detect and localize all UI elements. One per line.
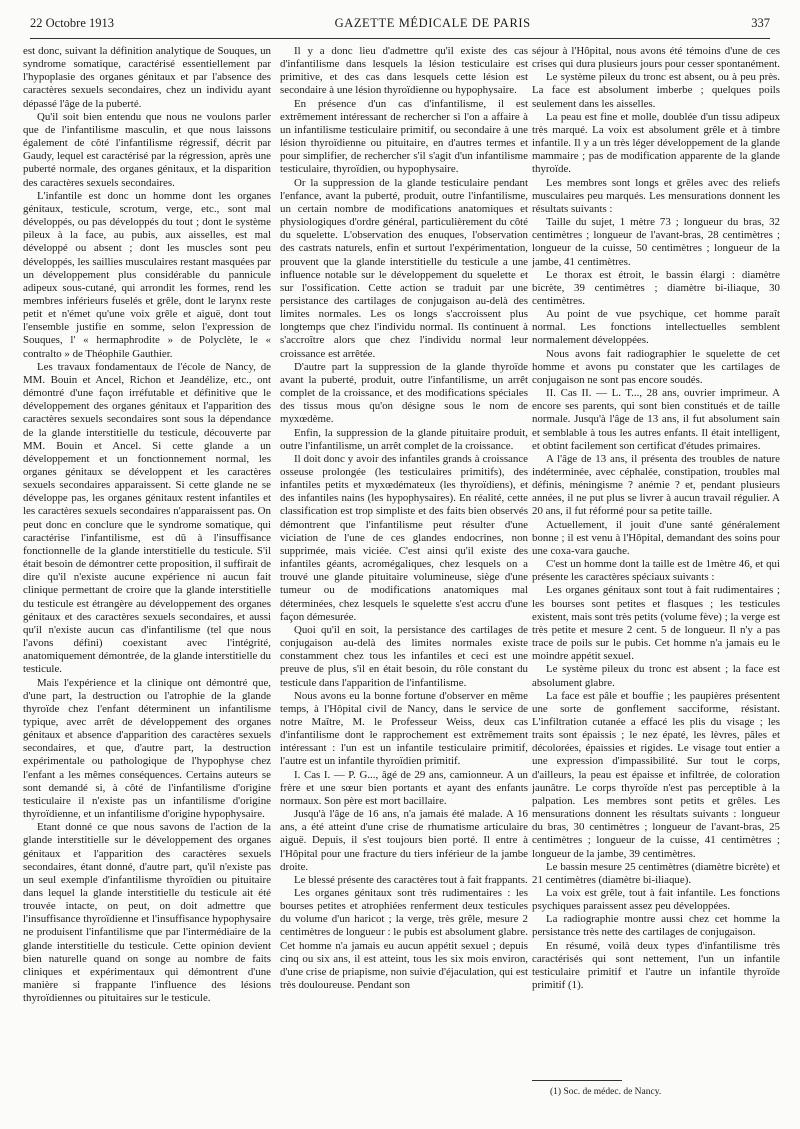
paragraph: Jusqu'à l'âge de 16 ans, n'a jamais été malade. A 16 ans, a été atteint d'une crise de rhumatisme articulaire aiguë. Depuis, il s'est toujours bien porté. Il entre à l'Hôpital pour une fracture du tiers inférieur de la jambe droite.: [280, 808, 528, 873]
paragraph: Les organes génitaux sont tout à fait rudimentaires ; les bourses sont petites et flasques ; les testicules existent, mais sont très petits (volume fève) ; la verge est très petite et mesure 2 cent. 5 de longueur. Il n'y a pas trace de poils sur le pubis. Cet homme n'a jamais eu le moindre appétit sexuel.: [532, 584, 780, 663]
paragraph: La voix est grêle, tout à fait infantile. Les fonctions psychiques paraissent assez peu développées.: [532, 887, 780, 913]
paragraph: Il doit donc y avoir des infantiles grands à croissance osseuse prolongée (les testiculaires primitifs), des infantiles petits et myxœdémateux (les thyroïdiens), et des infantiles nains (les hypophysaires). En réalité, cette classification est trop simpliste et des faits bien observés démontrent que l'infantilisme peut résulter d'une viciation de l'une de ces glandes endocrines, non supprimée, mais viciée. C'est ainsi qu'il existe des infantiles géants, acromégaliques, chez lesquels on a trouvé une glande pituitaire volumineuse, siège d'une tumeur ou de modifications anatomiques mal déterminées, chez lesquels le squelette s'est accru d'une façon démesurée.: [280, 452, 528, 623]
text-column-1: [23, 45, 271, 1125]
paragraph: L'infantile est donc un homme dont les organes génitaux, testicule, scrotum, verge, etc., sont mal développés, ou pas développés du tout ; dont le système pileux à la face, au pubis, aux aisselles, est mal développé ou absent ; dont les muscles sont peu développés, les saillies musculaires restant masquées par un développement plus considérable du pannicule adipeux sous-cutané, qui arrondit les formes, rend les membres inférieurs fuselés et grêle, dont le larynx reste petit et n'émet qu'une voix grêle et aiguë, dont tout l'ensemble justifie en somme, selon l'expression de Souques, l' « hermaphrodite » de Polyclète, le « contralto » de Théophile Gauthier.: [23, 189, 271, 360]
paragraph: Les organes génitaux sont très rudimentaires : les bourses petites et atrophiées renferment deux testicules du volume d'un haricot ; la verge, très grêle, mesure 2 centimètres de longueur : le pubis est absolument glabre. Cet homme n'a jamais eu aucun appétit sexuel ; depuis cinq ou six ans, il est atteint, tous les six mois environ, d'une crise de priapisme, non suivie d'éjaculation, qui est très douloureuse. Pendant son: [280, 887, 528, 992]
paragraph: Etant donné ce que nous savons de l'action de la glande interstitielle sur le développement des organes génitaux et l'apparition des caractères sexuels secondaires, étant donné, d'autre part, qu'il n'existe pas un seul exemple d'infantilisme thyroïdien ou pituitaire dans lequel la glande interstitielle du testicule ait été trouvée intacte, on peut, on doit admettre que l'insuffisance thyroïdienne et l'insuffisance hypophysaire ne produisent l'infantilisme que par l'intermédiaire de la glande interstitielle du testicule. Cette opinion devient bien naturelle quand on songe au nombre de faits cliniques et expérimentaux qui démontrent d'une manière si frappante l'influence des lésions thyroïdiennes ou pituitaires sur le testicule.: [23, 821, 271, 1005]
paragraph: séjour à l'Hôpital, nous avons été témoins d'une de ces crises qui dura plusieurs jours pour cesser spontanément.: [532, 45, 780, 71]
paragraph: Le thorax est étroit, le bassin élargi : diamètre bicrète, 39 centimètres ; diamètre bi-iliaque, 30 centimètres.: [532, 268, 780, 307]
header-rule: [30, 38, 770, 39]
page-number: 337: [751, 16, 770, 30]
paragraph: La peau est fine et molle, doublée d'un tissu adipeux très marqué. La voix est absolument grêle et à timbre infantile. Il y a un très léger développement de la glande mammaire ; pas de modification apparente de la glande thyroïde.: [532, 110, 780, 176]
journal-title: GAZETTE MÉDICALE DE PARIS: [334, 16, 531, 30]
paragraph: Il y a donc lieu d'admettre qu'il existe des cas d'infantilisme dans lesquels la lésion testiculaire est primitive, et des cas dans lesquels cette lésion est secondaire à une lésion thyroïdienne ou hypophysaire.: [280, 45, 528, 97]
paragraph: La face est pâle et bouffie ; les paupières présentent une sorte de gonflement sacciforme, résistant. L'infiltration cutanée a effacé les plis du visage ; les traits sont épaissis ; le nez épaté, les lèvres, pâles et décolorées, épaissies et rigides. Le visage tout entier a une expression d'impassibilité. Sur tout le corps, d'ailleurs, la peau est épaisse et infiltrée, de coloration jaunâtre. Le corps thyroïde n'est pas perceptible à la palpation. Les membres sont petits et grêles. Les mensurations donnent les résultats suivants : longueur du bras, 30 centimètres ; longueur de l'avant-bras, 25 centimètres ; longueur de la cuisse, 41 centimètres ; longueur de la jambe, 39 centimètres.: [532, 689, 780, 860]
paragraph: Les membres sont longs et grêles avec des reliefs musculaires peu marqués. Les mensurations donnent les résultats suivants :: [532, 176, 780, 215]
paragraph: En résumé, voilà deux types d'infantilisme très caractérisés qui sont nettement, l'un un infantile testiculaire primitif et l'autre un infantile thyroïde primitif (1).: [532, 939, 780, 992]
paragraph: En présence d'un cas d'infantilisme, il est extrêmement intéressant de rechercher si l'on a affaire à un infantilisme testiculaire primitif, ou secondaire à une lésion thyroïdienne ou pituitaire, en d'autres termes et pour simplifier, de rechercher s'il s'agit d'un infantilisme testiculaire, thyroïdien, ou hypophysaire.: [280, 97, 528, 176]
paragraph: Le système pileux du tronc est absent, ou à peu près. La face est absolument imberbe ; quelques poils seulement dans les aisselles.: [532, 71, 780, 110]
paragraph: La radiographie montre aussi chez cet homme la persistance très nette des cartilages de conjugaison.: [532, 913, 780, 939]
page-header: [30, 16, 770, 34]
footnote: (1) Soc. de médec. de Nancy.: [550, 1087, 662, 1097]
paragraph: Qu'il soit bien entendu que nous ne voulons parler que de l'infantilisme masculin, et que nous laissons également de côté l'infantilisme régressif, décrit par Gaudy, lequel est caractérisé par la régression, après une puberté normale, des organes génitaux, et la disparition des caractères sexuels secondaires.: [23, 110, 271, 189]
text-column-2: [280, 45, 528, 1125]
paragraph: Le blessé présente des caractères tout à fait frappants.: [294, 873, 528, 886]
paragraph: Taille du sujet, 1 mètre 73 ; longueur du bras, 32 centimètres ; longueur de l'avant-bras, 28 centimètres ; longueur de la cuisse, 50 centimètres ; longueur de la jambe, 41 centimètres.: [532, 216, 780, 268]
paragraph: I. Cas I. — P. G..., âgé de 29 ans, camionneur. A un frère et une sœur bien portants et ayant des enfants normaux. Son père est mort bacillaire.: [280, 768, 528, 807]
paragraph: C'est un homme dont la taille est de 1mètre 46, et qui présente les caractères spéciaux suivants :: [532, 558, 780, 584]
issue-date: 22 Octobre 1913: [30, 16, 115, 30]
paragraph: A l'âge de 13 ans, il présenta des troubles de nature indéterminée, avec céphalée, constipation, troubles mal définis, méningisme ? anémie ? et, pendant plusieurs années, il ne put plus se livrer à aucun travail régulier. A 20 ans, il fut réformé pour sa petite taille.: [532, 452, 780, 518]
paragraph: Enfin, la suppression de la glande pituitaire produit, outre l'infantilisme, un arrêt complet de la croissance.: [280, 426, 528, 452]
paragraph: Les travaux fondamentaux de l'école de Nancy, de MM. Bouin et Ancel, Richon et Jeandélize, etc., ont démontré d'une façon irréfutable et définitive que le développement des organes génitaux et l'apparition des caractères sexuels secondaires sont sous la dépendance de la glande interstitielle du testicule, découverte par MM. Bouin et Ancel. Si cette glande a un développement et un fonctionnement normal, les organes génitaux se développent et les caractères sexuels secondaires apparaissent. Si cette glande ne se développe pas, les organes génitaux restent infantiles et les caractères sexuels secondaires n'apparaissent pas. On peut donc en conclure que le syndrome somatique, qui caractérise l'infantilisme, est dû à l'insuffisance fonctionnelle de la glande interstitielle du testicule. S'il était besoin de démontrer cette proposition, il suffirait de dire qu'il n'existe aucune expérience ni aucun fait clinique permettant de croire que la glande interstitielle du testicule est étrangère au développement des organes génitaux et des caractères sexuels secondaires, et aussi qu'il n'existe aucun cas d'infantilisme (tel que nous l'avons défini) coexistant avec l'intégrité, anatomiquement démontrée, de la glande interstitielle du testicule.: [23, 360, 271, 676]
paragraph: Quoi qu'il en soit, la persistance des cartilages de conjugaison au-delà des limites normales existe constamment chez tous les infantiles et ceci est une preuve de plus, s'il en était besoin, du rôle constant du testicule dans l'apparition de l'infantilisme.: [280, 623, 528, 689]
paragraph: Actuellement, il jouit d'une santé généralement bonne ; il est venu à l'Hôpital, demandant des soins pour une coxa-vara gauche.: [532, 518, 780, 557]
footnote-rule: [532, 1080, 622, 1081]
paragraph: Nous avons fait radiographier le squelette de cet homme et avons pu constater que les cartilages de conjugaison ne sont pas encore soudés.: [532, 347, 780, 386]
paragraph: D'autre part la suppression de la glande thyroïde avant la puberté, produit, outre l'infantilisme, un arrêt complet de la croissance, et des modifications spéciales des tissus mous qu'on désigne sous le nom de myxœdème.: [280, 360, 528, 426]
paragraph: Nous avons eu la bonne fortune d'observer en même temps, à l'Hôpital civil de Nancy, dans le service de notre Maître, M. le Professeur Weiss, deux cas d'infantilisme dont le rapprochement est extrêmement intéressant : l'un est un infantile testiculaire primitif, l'autre est un infantile thyroïdien primitif.: [280, 689, 528, 768]
text-column-3: [532, 45, 780, 1075]
paragraph: Le bassin mesure 25 centimètres (diamètre bicrète) et 21 centimètres (diamètre bi-iliaque).: [532, 860, 780, 886]
paragraph: Le système pileux du tronc est absent ; la face est absolument glabre.: [532, 663, 780, 689]
paragraph: II. Cas II. — L. T..., 28 ans, ouvrier imprimeur. A encore ses parents, qui sont bien constitués et de taille normale. Jusqu'à l'âge de 13 ans, il fut absolument sain et semblable à tous les autres enfants. Il était intelligent, et obtint facilement son certificat d'études primaires.: [532, 387, 780, 452]
paragraph: Au point de vue psychique, cet homme paraît normal. Les fonctions intellectuelles semblent normalement développées.: [532, 308, 780, 347]
paragraph: est donc, suivant la définition analytique de Souques, un syndrome somatique, caractérisé essentiellement par l'hypoplasie des organes génitaux et par l'absence des caractères sexuels secondaires, chez un individu ayant dépassé l'âge de la puberté.: [23, 45, 271, 110]
paragraph: Mais l'expérience et la clinique ont démontré que, d'une part, la destruction ou l'atrophie de la glande thyroïde chez l'enfant déterminent un infantilisme typique, avec arrêt de développement des organes génitaux et absence d'apparition des caractères sexuels secondaires, et que, d'autre part, la destruction expérimentale ou pathologique de l'hypophyse chez l'enfant a les mêmes conséquences. Certains auteurs se sont demandé si, à côté de l'infantilisme d'origine testiculaire il n'existe pas un infantilisme d'origine thyroïdienne, et un infantilisme d'origine hypophysaire.: [23, 676, 271, 821]
paragraph: Or la suppression de la glande testiculaire pendant l'enfance, avant la puberté, produit, outre l'infantilisme, un certain nombre de modifications anatomiques et physiologiques d'ordre général, particulièrement du côté du squelette. L'observation des enuques, l'observation des castrats naturels, enfin et surtout l'expérimentation, prouvent que la glande interstitielle du testicule a une influence notable sur le développement du squelette et sur l'ossification. Cette action se traduit par une persistance des cartilages de conjugaison au-delà des limites normales. Les os longs s'accroissent plus longtemps que chez l'individu normal. Ils continuent à s'accroître alors que chez l'individu normal leur croissance est arrêtée.: [280, 176, 528, 360]
